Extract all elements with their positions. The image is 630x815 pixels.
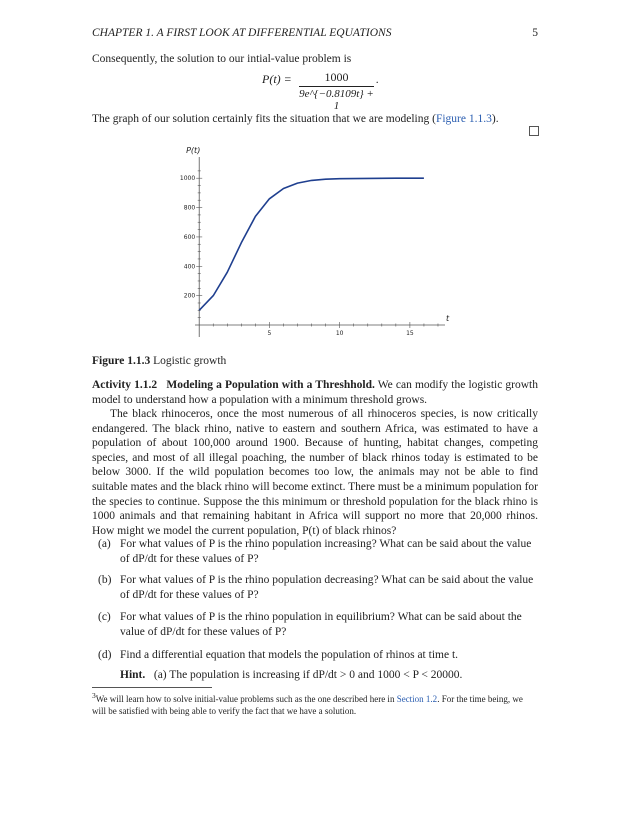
x-tick-label: 10	[335, 330, 344, 337]
intro-paragraph: Consequently, the solution to our intial-value problem is	[92, 53, 352, 65]
qed-box-icon	[529, 126, 539, 136]
series-line-0	[199, 178, 424, 310]
figure-label: Figure 1.1.3	[92, 355, 151, 367]
question-b-text: For what values of P is the rhino population decreasing? What can be said about the value of dP/dt for these values of P?	[120, 574, 534, 601]
y-tick-label: 800	[183, 204, 196, 212]
question-d-text: Find a differential equation that models the population of rhinos at time t.	[120, 649, 459, 661]
question-c-text: For what values of P is the rhino population in equilibrium? What can be said about the value of dP/dt for these values of P?	[120, 611, 522, 638]
hint-label[interactable]: Hint.	[120, 669, 146, 681]
logistic-growth-chart	[160, 140, 460, 345]
figure-caption-text: Logistic growth	[153, 355, 227, 367]
question-c-label: (c)	[98, 611, 111, 623]
solution-equation	[262, 70, 379, 112]
hint	[120, 669, 462, 681]
activity-number: Activity 1.1.2	[92, 379, 158, 391]
activity-title: Modeling a Population with a Threshhold.	[166, 379, 375, 391]
section-link[interactable]: Section 1.2	[396, 694, 438, 704]
equation-end: .	[376, 72, 379, 86]
y-tick-label: 600	[183, 233, 196, 241]
graph-sentence-end: ).	[491, 113, 499, 125]
equation-denominator: 9e^{−0.8109t} + 1	[299, 88, 374, 112]
figure-caption	[92, 355, 226, 367]
graph-sentence: The graph of our solution certainly fits the situation that we are modeling (	[92, 113, 436, 125]
question-d-label: (d)	[98, 649, 112, 661]
figure-link[interactable]: Figure 1.1.3	[435, 113, 492, 125]
page-number: 5	[532, 27, 538, 39]
footnote-text: We will learn how to solve initial-value problems such as the one described here in	[95, 694, 397, 704]
footnote	[92, 690, 538, 717]
x-axis-label: t	[446, 314, 450, 323]
equation-lhs: P(t) =	[262, 72, 292, 86]
x-tick-label: 5	[267, 330, 272, 337]
running-header	[92, 27, 538, 39]
y-tick-label: 400	[183, 263, 196, 271]
footnote-mark: 3	[92, 691, 96, 700]
activity-intro	[92, 378, 538, 407]
footnote-rule	[92, 687, 212, 688]
footnote-text-end: . For the time being, we will be satisfied with being able to verify the fact that we have a solution.	[92, 694, 523, 716]
chapter-title: CHAPTER 1. A FIRST LOOK AT DIFFERENTIAL EQUATIONS	[92, 27, 392, 39]
x-tick-label: 15	[406, 330, 414, 337]
hint-text: (a) The population is increasing if dP/dt > 0 and 1000 < P < 20000.	[153, 669, 463, 681]
y-tick-label: 200	[183, 292, 196, 300]
question-a-text: For what values of P is the rhino population increasing? What can be said about the value of dP/dt for these values of P?	[120, 538, 532, 565]
equation-numerator: 1000	[299, 70, 374, 87]
question-a-label: (a)	[98, 538, 111, 550]
graph-paragraph	[92, 112, 538, 127]
equation-fraction	[299, 70, 374, 112]
activity-lead: We can modify the logistic growth model to understand how a population with a minimum threshold grows.	[92, 379, 538, 406]
y-axis-label: P(t)	[186, 146, 201, 155]
question-b-label: (b)	[98, 574, 112, 586]
activity-body: The black rhinoceros, once the most numerous of all rhinoceros species, is now critically endangered. The black rhino, native to eastern and southern Africa, was estimated to have a population of about 100,000 around 1900. Because of hunting, habitat changes, competing species, and most of all illegal poaching, the number of black rhinos today is estimated to be below 3000. If the wild population becomes too low, the animals may not be able to find suitable mates and the black rhino will become extinct. There must be a minimum population for the species to continue. Suppose the this minimum or threshold population for the black rhino is 1000 animals and that remaining habitant in Africa will support no more that 20,000 rhinos. How might we model the current population, P(t) of black rhinos?	[92, 408, 538, 537]
y-tick-label: 1000	[179, 175, 196, 183]
